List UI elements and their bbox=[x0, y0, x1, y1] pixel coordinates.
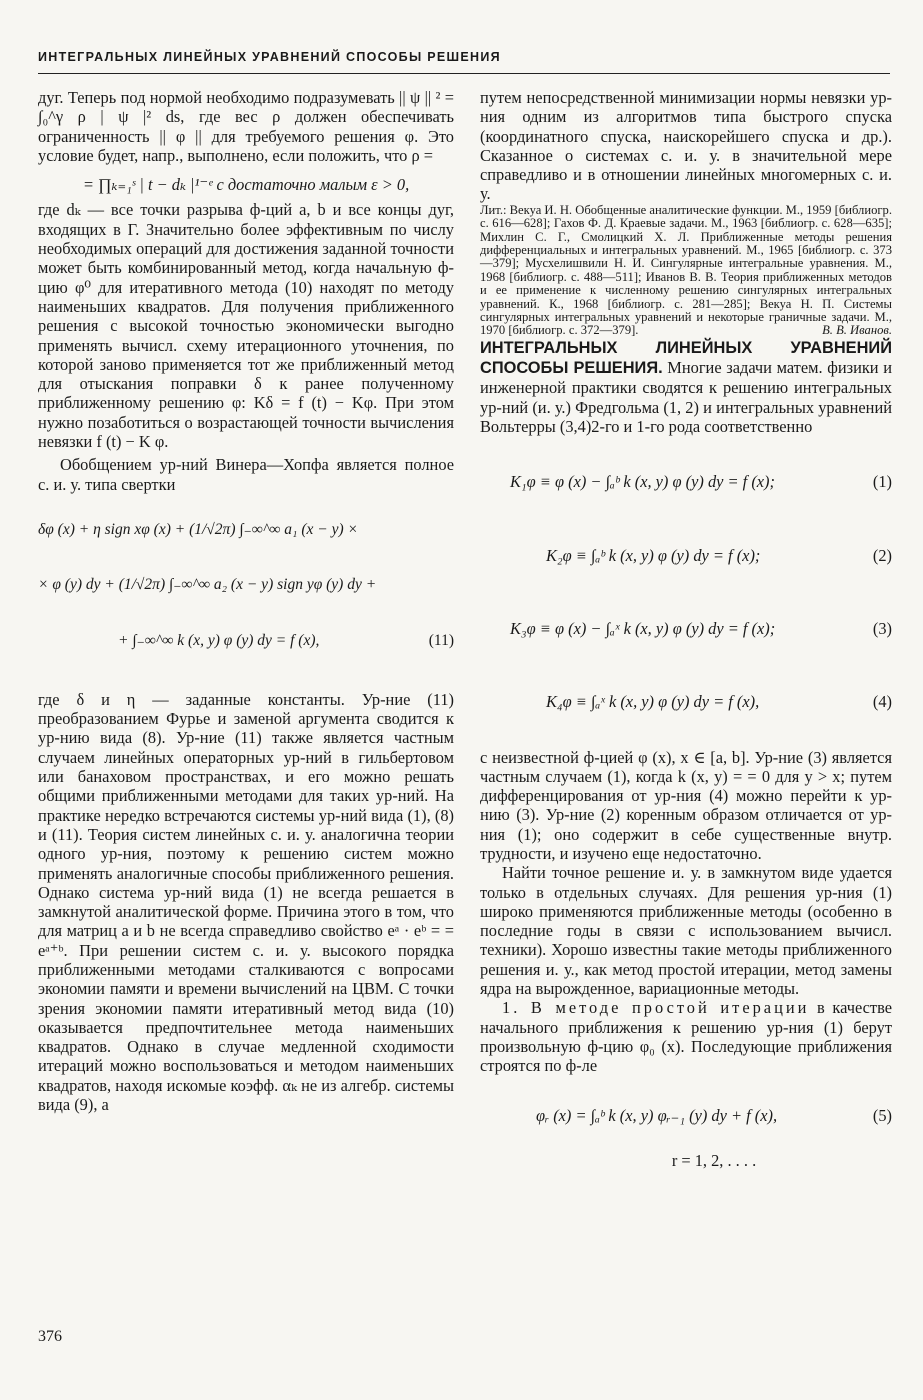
formula-rho: = ∏ₖ₌₁ˢ | t − dₖ |¹⁻ᵉ с достаточно малым ε > 0, bbox=[82, 175, 410, 195]
equation-3: K₃φ ≡ φ (x) − ∫ₐˣ k (x, y) φ (y) dy = f (x); bbox=[510, 618, 776, 638]
equation-number: (1) bbox=[872, 472, 892, 492]
equation-11 bbox=[38, 520, 454, 650]
method-text: в качестве начального приближения к решению ур-ния (1) берут произвольную ф-цию φ₀ (x). Последующие приближения строятся по ф-ле bbox=[480, 998, 892, 1076]
literature-author: В. В. Иванов. bbox=[822, 323, 892, 338]
equation-2: K₂φ ≡ ∫ₐᵇ k (x, y) φ (y) dy = f (x); bbox=[546, 545, 761, 565]
paragraph: путем непосредственной минимизации нормы невязки ур-ния одним из алгоритмов типа быстрого спуска (координатного спуска, наискорейшего спуска и др.). Сказанное о системах с. и. у. в значительной мере справедливо и в отношении линейных многомерных с. и. у. bbox=[480, 88, 892, 204]
equations-1-4 bbox=[480, 472, 892, 711]
equation-number: (11) bbox=[428, 631, 454, 649]
equation-line: + ∫₋∞^∞ k (x, y) φ (y) dy = f (x), bbox=[118, 631, 320, 649]
paragraph: Обобщением ур-ний Винера—Хопфа является полное с. и. у. типа свертки bbox=[38, 455, 454, 494]
paragraph: Найти точное решение и. у. в замкнутом виде удается только в отдельных случаях. Для решения ур-ния (1) широко применяются приближенные методы (особенно в последние годы в связи с использованием вычисл. техники). Хорошо известны такие методы приближенного решения и. у., как метод простой итерации, метод замены ядра на вырожденное, вариационные методы. bbox=[480, 863, 892, 999]
equation-4: K₄φ ≡ ∫ₐˣ k (x, y) φ (y) dy = f (x), bbox=[546, 692, 760, 712]
right-column bbox=[480, 88, 892, 1170]
paragraph: дуг. Теперь под нормой необходимо подразумевать || ψ || ² = ∫₀^γ ρ | ψ |² ds, где вес ρ должен обеспечивать ограниченность || φ || для требуемого решения φ. Это условие будет, напр., выполнено, если положить, что ρ = bbox=[38, 88, 454, 165]
entry-headword: ИНТЕГРАЛЬНЫХ ЛИНЕЙНЫХ УРАВНЕНИЙ СПОСОБЫ РЕШЕНИЯ. bbox=[480, 338, 892, 378]
entry-text: Многие задачи матем. физики и инженерной практики сводятся к решению интегральных ур-ний (и. у.) Фредгольма (1, 2) и интегральных уравнений Вольтерры (3,4)2-го и 1-го рода соответственно bbox=[480, 358, 892, 437]
paragraph: где dₖ — все точки разрыва ф-ций a, b и все концы дуг, входящих в Г. Значительно более эффективным по числу необходимых операций для достижения заданной точности может быть комбинированный метод, когда начальную ф-цию φ⁰ для итеративного метода (10) находят по методу наименьших квадратов. Для получения приближенного решения с высокой точностью экономически выгодно применять вычисл. схему итерационного уточнения, по которой заново применяется тот же приближенный метод для отыскания поправки δ к ранее полученному приближенному решению φ: Kδ = f (t) − Kφ. При этом нужно позаботиться о возрастающей точности вычисления невязки f (t) − K φ. bbox=[38, 200, 454, 452]
literature-list bbox=[480, 204, 892, 338]
literature-text: Лит.: Векуа И. Н. Обобщенные аналитические функции. М., 1959 [библиогр. с. 616—628]; Гахов Ф. Д. Краевые задачи. М., 1963 [библиогр. с. 628—635]; Михлин С. Г., Смолицкий Х. Л. Приближенные методы решения дифференциальных и интегральных уравнений. М., 1965 [библиогр. с. 373—379]; Мусхелишвили Н. И. Сингулярные интегральные уравнения. М., 1968 [библиогр. с. 488—511]; Иванов В. В. Теория приближенных методов и ее применение к численному решению сингулярных интегральных уравнений. К., 1968 [библиогр. с. 281—285]; Векуа Н. П. Системы сингулярных интегральных уравнений и некоторые граничные задачи. М., 1970 [библиогр. с. 372—379]. bbox=[480, 202, 892, 338]
equation-5-body: φᵣ (x) = ∫ₐᵇ k (x, y) φᵣ₋₁ (y) dy + f (x), bbox=[536, 1105, 778, 1125]
equation-number: (4) bbox=[872, 692, 892, 712]
entry-paragraph bbox=[480, 338, 892, 436]
paragraph bbox=[480, 998, 892, 1075]
page-number: 376 bbox=[38, 1328, 62, 1345]
equation-1: K₁φ ≡ φ (x) − ∫ₐᵇ k (x, y) φ (y) dy = f (x); bbox=[510, 472, 775, 492]
running-header: ИНТЕГРАЛЬНЫХ ЛИНЕЙНЫХ УРАВНЕНИЙ СПОСОБЫ РЕШЕНИЯ bbox=[38, 50, 890, 74]
equation-5-index: r = 1, 2, . . . . bbox=[671, 1150, 757, 1170]
paragraph: с неизвестной ф-цией φ (x), x ∈ [a, b]. Ур-ние (3) является частным случаем (1), когда k (x, y) = = 0 для y > x; путем дифференцирования от ур-ния (4) можно перейти к ур-нию (3). Ур-ние (2) коренным образом отличается от ур-ния (1); оно содержит в себе существенные внутр. трудности, и изучено еще недостаточно. bbox=[480, 747, 892, 863]
equation-number: (5) bbox=[872, 1105, 892, 1125]
left-column bbox=[38, 88, 454, 1114]
method-lead: 1. В методе простой итерации bbox=[502, 998, 810, 1018]
equation-number: (3) bbox=[872, 618, 892, 638]
equation-5 bbox=[480, 1106, 892, 1171]
equation-line: δφ (x) + η sign xφ (x) + (1/√2π) ∫₋∞^∞ a₁ (x − y) × bbox=[38, 520, 358, 538]
equation-line: × φ (y) dy + (1/√2π) ∫₋∞^∞ a₂ (x − y) sign yφ (y) dy + bbox=[38, 576, 377, 594]
paragraph: где δ и η — заданные константы. Ур-ние (11) преобразованием Фурье и заменой аргумента сводится к ур-нию вида (8). Ур-ние (11) также является частным случаем линейных операторных ур-ний в гильбертовом или банаховом пространствах, и его можно решать общими приближенными методами для таких ур-ний. На практике нередко встречаются системы ур-ний вида (1), (8) и (11). Теория систем линейных с. и. у. аналогична теории одного ур-ния, поэтому к решению систем можно применять аналогичные способы приближенного решения. Однако система ур-ний вида (1) не всегда решается в замкнутой аналитической форме. Причина этого в том, что для матриц a и b не всегда справедливо свойство eᵃ · eᵇ = = eᵃ⁺ᵇ. При решении систем с. и. у. высокого порядка приближенными методами сталкиваются с вопросами экономии памяти и времени вычислений на ЦВМ. С точки зрения экономии памяти итеративный метод вида (10) оказывается предпочтительнее метода наименьших квадратов. Однако в случае медленной сходимости итераций можно воспользоваться и методом наименьших квадратов, находя искомые коэфф. αₖ не из алгебр. системы вида (9), а bbox=[38, 689, 454, 1115]
equation-number: (2) bbox=[872, 545, 892, 565]
